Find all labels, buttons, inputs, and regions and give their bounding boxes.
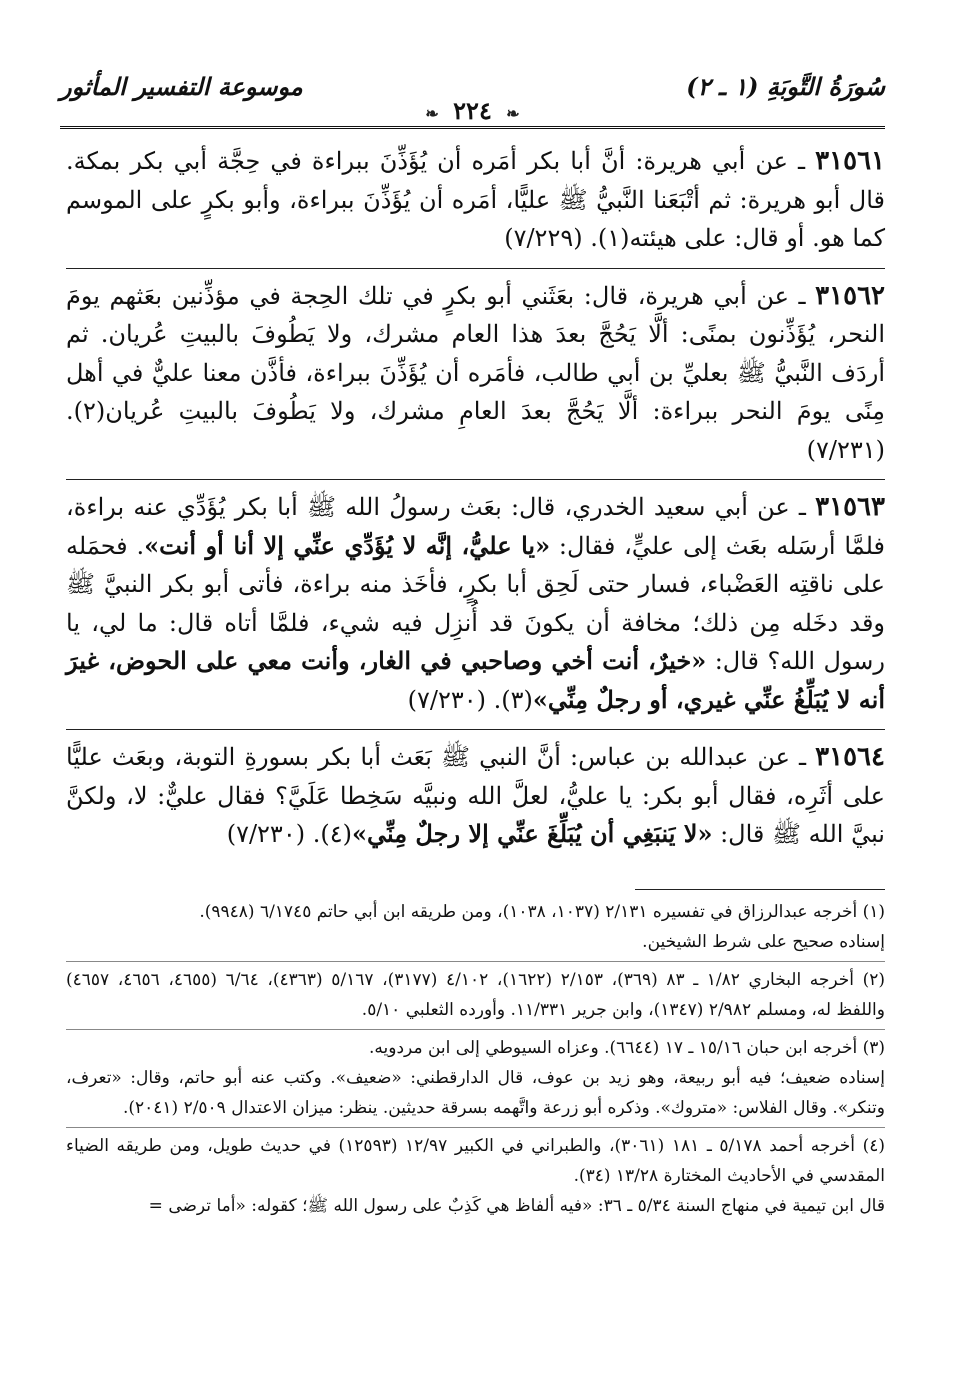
footnote-text: قال ابن تيمية في منهاج السنة ٥/٣٤ ـ ٣٦: «فيه ألفاظ هي كَذِبٌ على رسول الله ﷺ؛ كقوله: «أما ترضى = <box>148 1196 885 1216</box>
footnote-text: (٣) أخرجه ابن حبان ١٥/١٦ ـ ١٧ (٦٦٤٤). وعزاه السيوطي إلى ابن مردويه. <box>369 1038 885 1058</box>
hadith-text: ـ عن أبي هريرة: أنَّ أبا بكر أمَره أن يُؤَذِّنَ ببراءة في حِجَّة أبي بكر بمكة. قال أبو هريرة: ثم أتْبَعَنا النَّبيُّ ﷺ عليًّا، أمَره أن يُؤَذِّنَ ببراءة، وأبو بكرٍ على الموسم كما هو. أو قال: على هيئته(١). (٧/٢٢٩) <box>66 147 885 252</box>
ornament-icon: ❧ <box>506 104 520 123</box>
page-number: ٢٢٤ <box>453 96 492 125</box>
hadith-number: ٣١٥٦٤ <box>815 742 885 772</box>
hadith-entry <box>66 479 885 729</box>
ornament-icon: ❧ <box>425 104 439 123</box>
page-number-block <box>419 96 525 125</box>
hadith-number: ٣١٥٦١ <box>815 146 885 176</box>
footnote-text: (٤) أخرجه أحمد ٥/١٧٨ ـ ١٨١ (٣٠٦١)، والطبراني في الكبير ١٢/٩٧ (١٢٥٩٣) في حديث طويل، ومن طريقه الضياء المقدسي في الأحاديث المختارة ١٣/٢٨ (٣٤). <box>66 1136 885 1186</box>
sura-heading: سُورَةُ التَّوبَةِ (١ ـ ٢) <box>686 72 885 101</box>
main-text <box>66 142 885 864</box>
book-title: موسوعة التفسير المأثور <box>60 72 303 101</box>
footnote-separator <box>635 889 885 890</box>
hadith-entry <box>66 729 885 864</box>
page-header <box>60 66 885 124</box>
hadith-text: ـ عن عبدالله بن عباس: أنَّ النبي ﷺ بَعَث أبا بكر بسورةِ التوبة، وبعَث عليًّا على أثَرِه، فقال أبو بكر: يا عليُّ، لعلَّ الله ونبيَّه سَخِطا عَلَيَّ؟ فقال عليٌّ: لا، ولكنَّ نبيَّ الله ﷺ قال: <box>66 743 885 848</box>
header-rule <box>60 126 885 129</box>
prophetic-quote: «لا يَنبَغِي أن يُبَلِّغَ عنِّي إلا رجلٌ مِنِّي» <box>351 819 713 848</box>
footnote-text: (١) أخرجه عبدالرزاق في تفسيره ٢/١٣١ (١٠٣٧، ١٠٣٨)، ومن طريقه ابن أبي حاتم ٦/١٧٤٥ (٩٩٤٨). <box>199 902 885 922</box>
hadith-text: ـ عن أبي سعيد الخدري، قال: بعَث رسولُ الله ﷺ أبا بكر يُؤَدِّي عنه براءة، فلمَّا أرسَله بعَث إلى عليٍّ، فقال: <box>66 493 885 560</box>
hadith-number: ٣١٥٦٢ <box>815 280 885 311</box>
footnote-text: إسناده ضعيف؛ فيه أبو ربيعة، وهو زيد بن عوف، قال الدارقطني: «ضعيف». وكتب عنه أبو حاتم، وقال: «تعرف، وتنكر». وقال الفلاس: «متروك». وذكره أبو زرعة واتَّهمه بسرقة حديثين. ينظر: ميزان الاعتدال ٢/٥٠٩ (٢٠٤١). <box>66 1068 885 1118</box>
hadith-entry <box>66 142 885 268</box>
hadith-ref: (٣). (٧/٢٣٠) <box>407 685 533 714</box>
prophetic-quote: «خيرٌ، أنت أخي وصاحبي في الغار، وأنت معي على الحوض، غيرَ أنه لا يُبَلِّغُ عنِّي غيري، أو رجلٌ مِنِّي» <box>66 646 885 714</box>
hadith-text: . فحمَله على ناقتِه العَضْباء، فسار حتى لَحِق أبا بكرٍ، فأخَذ منه براءة، فأتى أبو بكر النبيَّ ﷺ وقد دخَله مِن ذلك؛ مخافة أن يكونَ قد أُنزِل فيه شيء، فلمَّا أتاه قال: ما لي، يا رسول الله؟ قال: <box>66 531 885 675</box>
hadith-ref: (٤). (٧/٢٣٠) <box>226 820 352 848</box>
footnotes <box>66 897 885 1225</box>
hadith-text: ـ عن أبي هريرة، قال: بعَثَني أبو بكرٍ في تلك الحِجة في مؤذِّنين بعَثهم يومَ النحر، يُؤَذِّنون بمنًى: ألَّا يَحُجَّ بعدَ هذا العام مشرك، ولا يَطُوفَ بالبيتِ عُريان. ثم أردَف النَّبيُّ ﷺ بعليِّ بن أبي طالب، فأمَره أن يُؤَذِّنَ ببراءة، فأذَّن معنا عليٌّ في أهل مِنًى يومَ النحر ببراءة: ألَّا يَحُجَّ بعدَ العامِ مشرك، ولا يَطُوفَ بالبيتِ عُريان(٢). (٧/٢٣١) <box>66 281 885 464</box>
footnote-text: إسناده صحيح على شرط الشيخين. <box>642 932 885 952</box>
footnote <box>66 1127 885 1221</box>
hadith-number: ٣١٥٦٣ <box>815 492 885 522</box>
footnote <box>66 897 885 957</box>
footnote <box>66 1029 885 1123</box>
hadith-entry <box>66 268 885 480</box>
prophetic-quote: «يا عليُّ، إنَّه لا يُؤَدِّي عنِّي إلا أنا أو أنت» <box>144 530 551 560</box>
footnote: (٢) أخرجه البخاري ١/٨٢ ـ ٨٣ (٣٦٩)، ٢/١٥٣ (١٦٢٢)، ٤/١٠٢ (٣١٧٧)، ٥/١٦٧ (٤٣٦٣)، ٦/٦٤ (٤٦٥٥، ٤٦٥٦، ٤٦٥٧) واللفظ له، ومسلم ٢/٩٨٢ (١٣٤٧)، وابن جرير ١١/٣٣١. وأورده الثعلبي ٥/١٠. <box>66 961 885 1025</box>
